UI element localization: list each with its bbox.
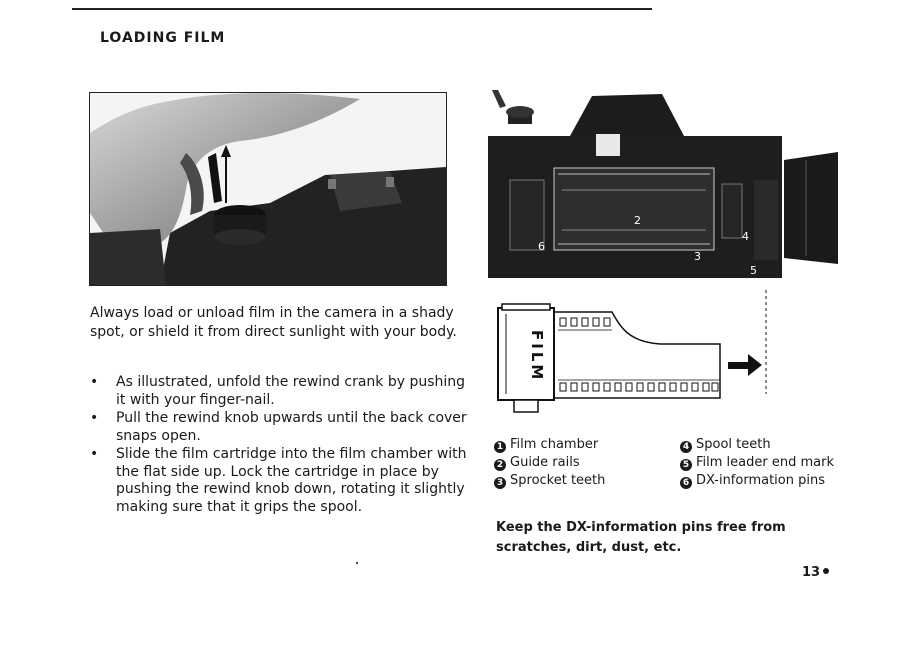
stray-dot (356, 562, 358, 564)
legend-number: 4 (680, 441, 692, 453)
callout-5: 5 (750, 264, 757, 277)
instruction-list (90, 374, 470, 517)
intro-paragraph: Always load or unload film in the camera in a shady spot, or shield it from direct sunlight with your body. (90, 305, 457, 340)
dx-pins-note: Keep the DX-information pins free from scratches, dirt, dust, etc. (496, 520, 786, 555)
camera-back-open-icon (484, 88, 838, 284)
legend-left (494, 436, 605, 490)
page-number: 13 (802, 565, 829, 580)
hand-unfolding-rewind-crank-icon (90, 93, 446, 285)
list-item: • As illustrated, unfold the rewind crank by pushing it with your finger-nail. (90, 374, 470, 409)
legend-label: Spool teeth (696, 437, 771, 452)
legend-item (494, 454, 605, 472)
legend-number: 5 (680, 459, 692, 471)
legend-label: Guide rails (510, 455, 580, 470)
legend-item (680, 454, 834, 472)
legend-item (494, 436, 605, 454)
cartridge-label: FILM (528, 330, 546, 383)
legend-number: 6 (680, 477, 692, 489)
legend-number: 3 (494, 477, 506, 489)
callout-6: 6 (538, 240, 545, 253)
rewind-crank-photo (89, 92, 447, 286)
page-heading: LOADING FILM (100, 30, 226, 46)
camera-back-photo (484, 88, 838, 284)
legend-item (680, 436, 834, 454)
legend-right (680, 436, 834, 490)
callout-2: 2 (634, 214, 641, 227)
list-item: • Pull the rewind knob upwards until the back cover snaps open. (90, 410, 470, 445)
legend-label: DX-information pins (696, 473, 825, 488)
legend-label: Sprocket teeth (510, 473, 606, 488)
list-item: • Slide the film cartridge into the film chamber with the flat side up. Lock the cartridge in place by pushing the rewind knob down, rotating it slightly making sure that it grips the spool. (90, 446, 470, 516)
film-cartridge-with-leader-icon (484, 290, 838, 420)
callout-3: 3 (694, 250, 701, 263)
callout-4: 4 (742, 230, 749, 243)
legend-item (494, 472, 605, 490)
film-cartridge-diagram (484, 290, 838, 420)
top-rule (72, 8, 652, 10)
legend-label: Film leader end mark (696, 455, 834, 470)
legend-number: 1 (494, 441, 506, 453)
legend-item (680, 472, 834, 490)
legend-label: Film chamber (510, 437, 599, 452)
legend-number: 2 (494, 459, 506, 471)
